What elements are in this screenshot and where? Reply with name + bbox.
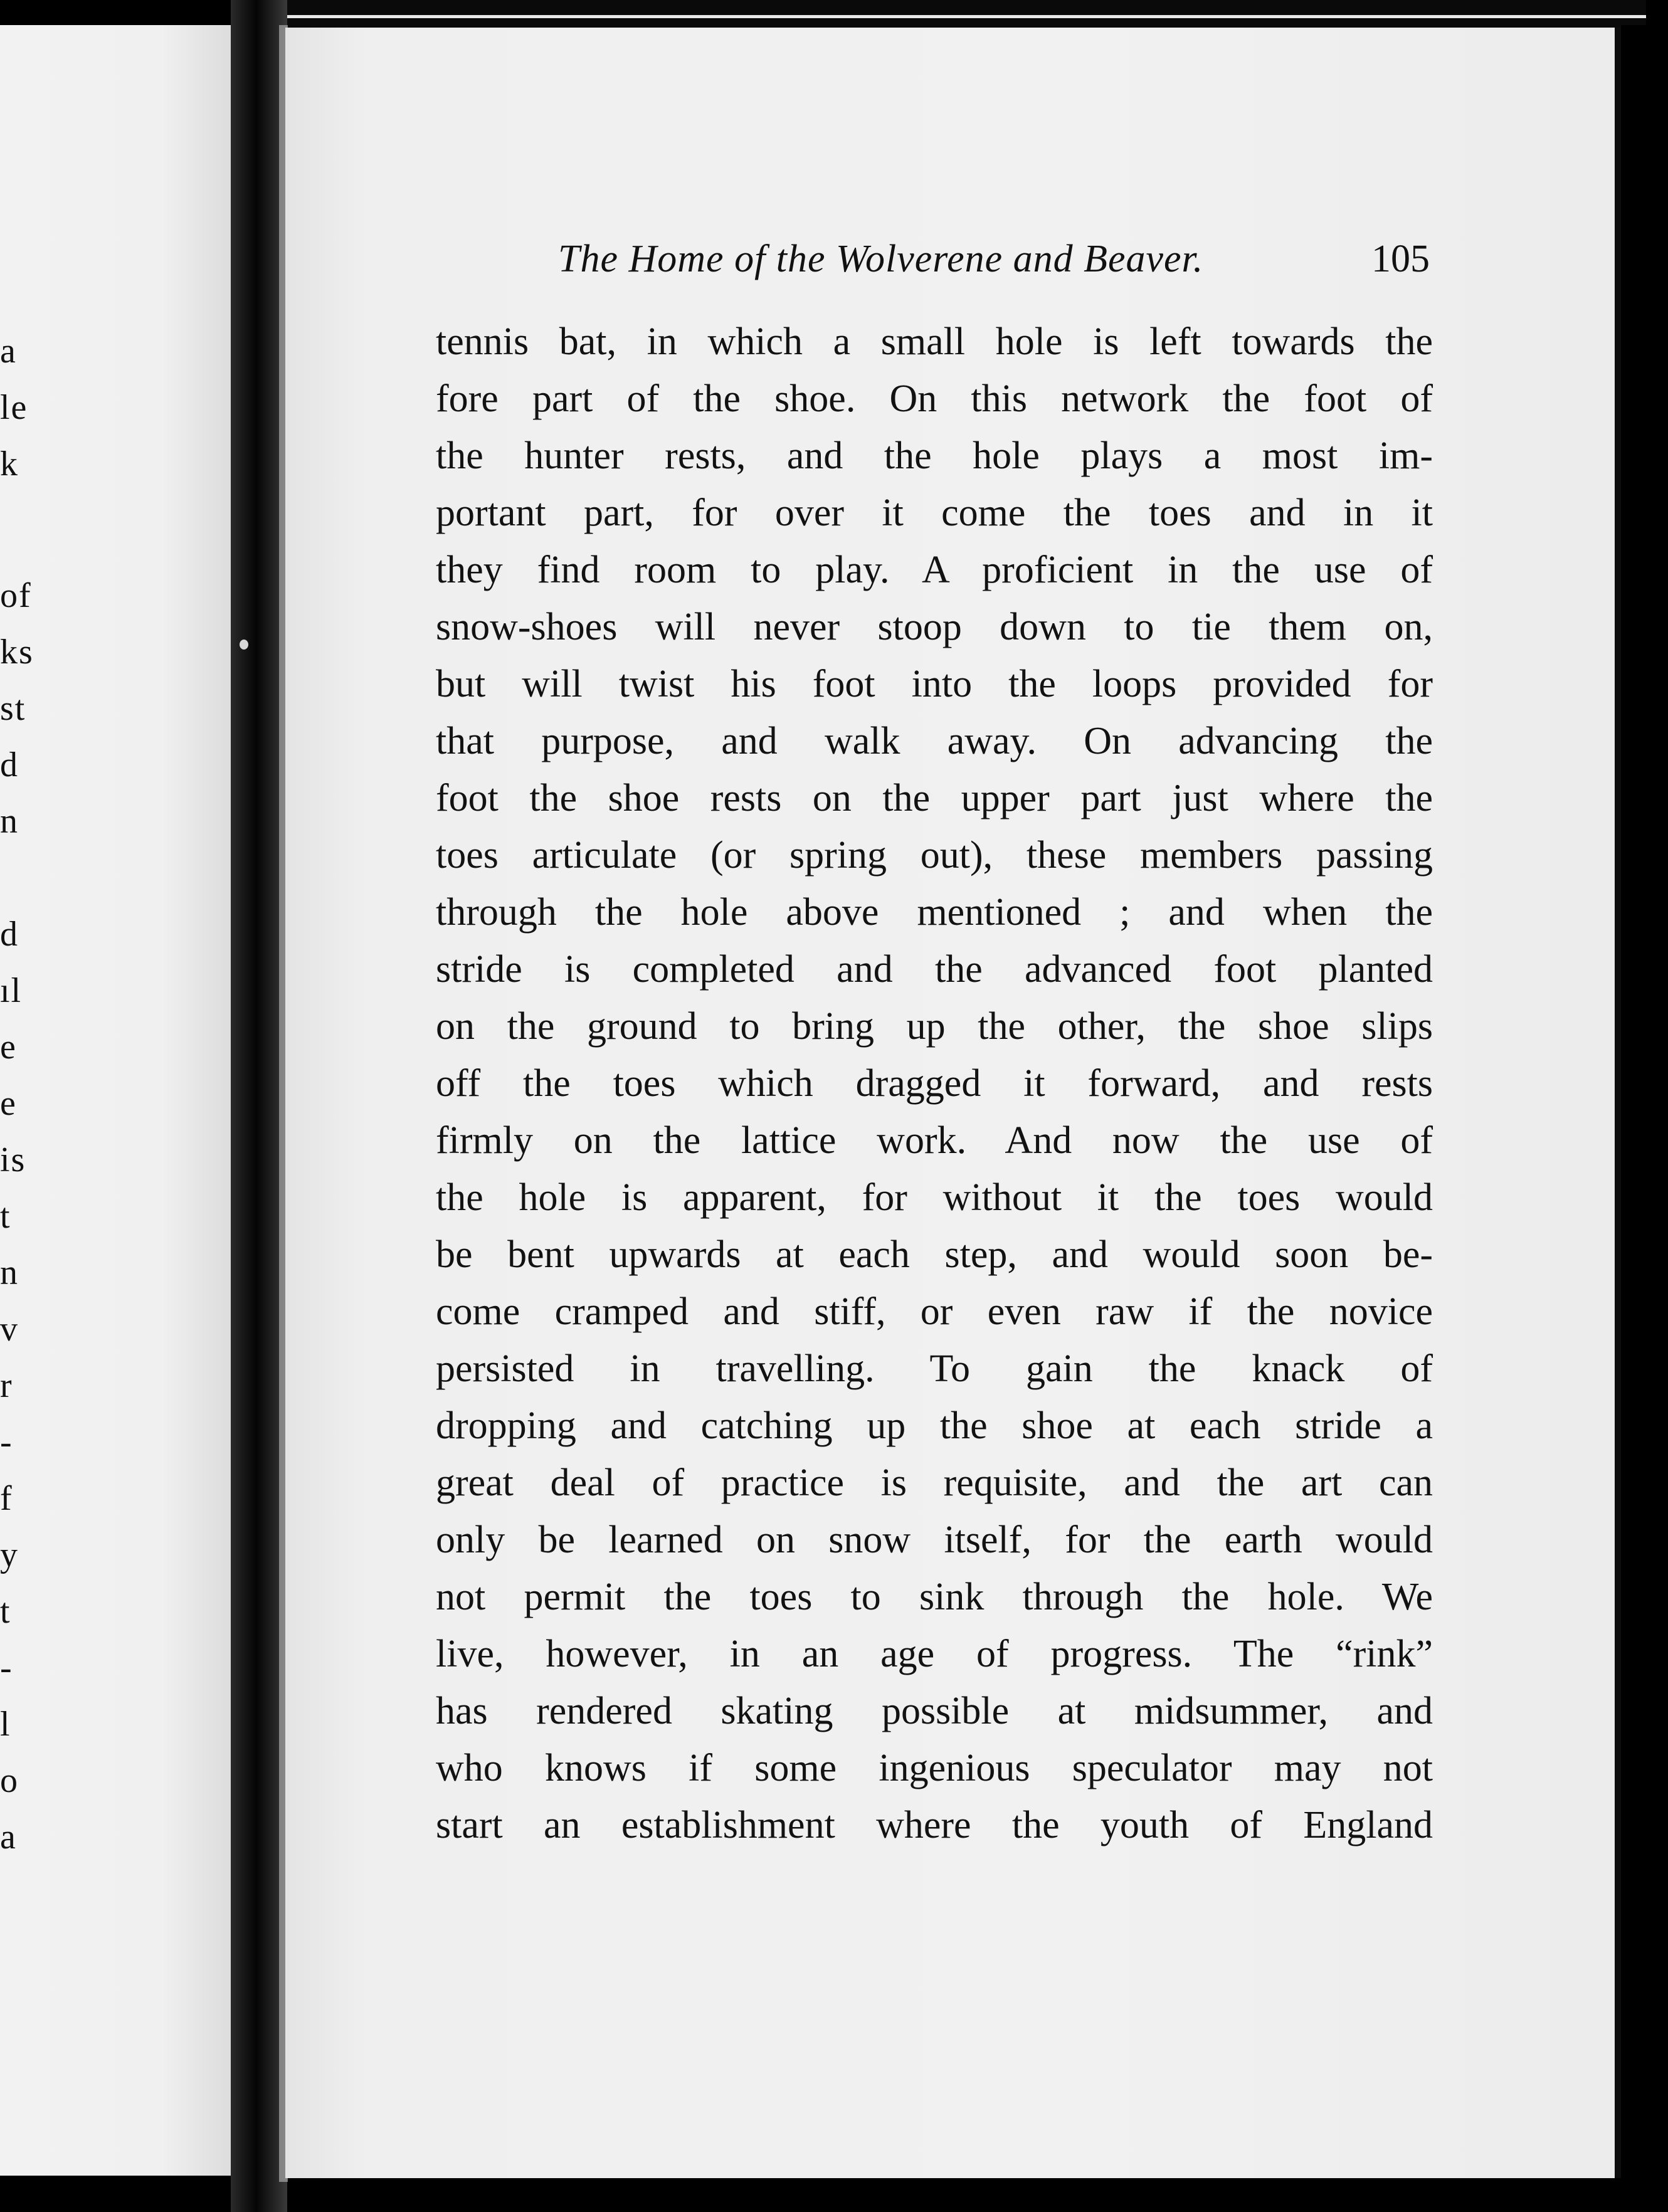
left-page-fragment: - (0, 1648, 13, 1687)
left-page-fragment: d (0, 745, 19, 784)
right-scan-border (1621, 25, 1668, 2212)
text-line: but will twist his foot into the loops provided for (436, 663, 1433, 705)
left-page-fragment: - (0, 1423, 13, 1462)
body-text (436, 313, 1433, 1854)
left-page-fragment: a (0, 332, 17, 371)
text-line: only be learned on snow itself, for the earth would (436, 1519, 1433, 1561)
left-page-fragment: st (0, 689, 26, 728)
text-line: off the toes which dragged it forward, and rests (436, 1062, 1433, 1105)
left-page-fragment: l (0, 1705, 11, 1744)
left-page-fragment: ıl (0, 971, 23, 1010)
page-number: 105 (1371, 238, 1430, 280)
left-page-fragment: v (0, 1310, 19, 1349)
left-page-fragment: f (0, 1479, 13, 1518)
left-page-fragment: t (0, 1197, 11, 1236)
text-line: live, however, in an age of progress. The “rink” (436, 1633, 1433, 1675)
left-page-fragment: n (0, 802, 19, 841)
text-line: stride is completed and the advanced foot planted (436, 948, 1433, 991)
text-line: the hole is apparent, for without it the toes would (436, 1176, 1433, 1219)
text-line: great deal of practice is requisite, and the art can (436, 1462, 1433, 1504)
text-line: who knows if some ingenious speculator may not (436, 1747, 1433, 1789)
text-line: come cramped and stiff, or even raw if the novice (436, 1290, 1433, 1333)
text-line: the hunter rests, and the hole plays a most im- (436, 434, 1433, 477)
running-head (558, 237, 1430, 293)
text-line: firmly on the lattice work. And now the use of (436, 1119, 1433, 1162)
text-line: toes articulate (or spring out), these members passing (436, 834, 1433, 877)
text-line: not permit the toes to sink through the hole. We (436, 1576, 1433, 1618)
text-line: that purpose, and walk away. On advancing the (436, 720, 1433, 762)
left-page (0, 25, 232, 2176)
left-page-fragment: le (0, 388, 28, 427)
left-page-fragment: e (0, 1084, 17, 1123)
text-line: snow-shoes will never stoop down to tie them on, (436, 606, 1433, 648)
left-page-fragment: n (0, 1253, 19, 1292)
left-page-fragment: e (0, 1028, 17, 1066)
top-scan-border (248, 0, 1646, 28)
text-line: fore part of the shoe. On this network the foot of (436, 377, 1433, 420)
right-page-edge (1615, 28, 1621, 2178)
left-page-fragment: ks (0, 633, 34, 672)
text-line: foot the shoe rests on the upper part just where the (436, 777, 1433, 819)
text-line: portant part, for over it come the toes and in it (436, 492, 1433, 534)
text-line: they find room to play. A proficient in the use of (436, 549, 1433, 591)
text-line: persisted in travelling. To gain the knack of (436, 1347, 1433, 1390)
text-line: tennis bat, in which a small hole is left towards the (436, 320, 1433, 363)
left-page-fragment: o (0, 1761, 19, 1800)
left-page-fragment: t (0, 1592, 11, 1631)
left-page-fragment: d (0, 915, 19, 954)
running-head-title: The Home of the Wolverene and Beaver. (558, 238, 1204, 280)
text-line: dropping and catching up the shoe at each stride a (436, 1404, 1433, 1447)
text-line: on the ground to bring up the other, the shoe slips (436, 1005, 1433, 1048)
left-page-fragment: a (0, 1818, 17, 1856)
left-page-fragment: y (0, 1535, 19, 1574)
text-line: through the hole above mentioned ; and when the (436, 891, 1433, 934)
left-page-fragment: r (0, 1366, 13, 1405)
text-line: has rendered skating possible at midsummer, and (436, 1690, 1433, 1732)
text-line: be bent upwards at each step, and would soon be- (436, 1233, 1433, 1276)
left-page-fragment: of (0, 576, 32, 615)
page-blemish (240, 640, 248, 650)
text-line: start an establishment where the youth of England (436, 1804, 1433, 1846)
left-page-fragment: k (0, 445, 19, 483)
left-page-fragment: is (0, 1140, 26, 1179)
page-top-edge (248, 15, 1646, 18)
